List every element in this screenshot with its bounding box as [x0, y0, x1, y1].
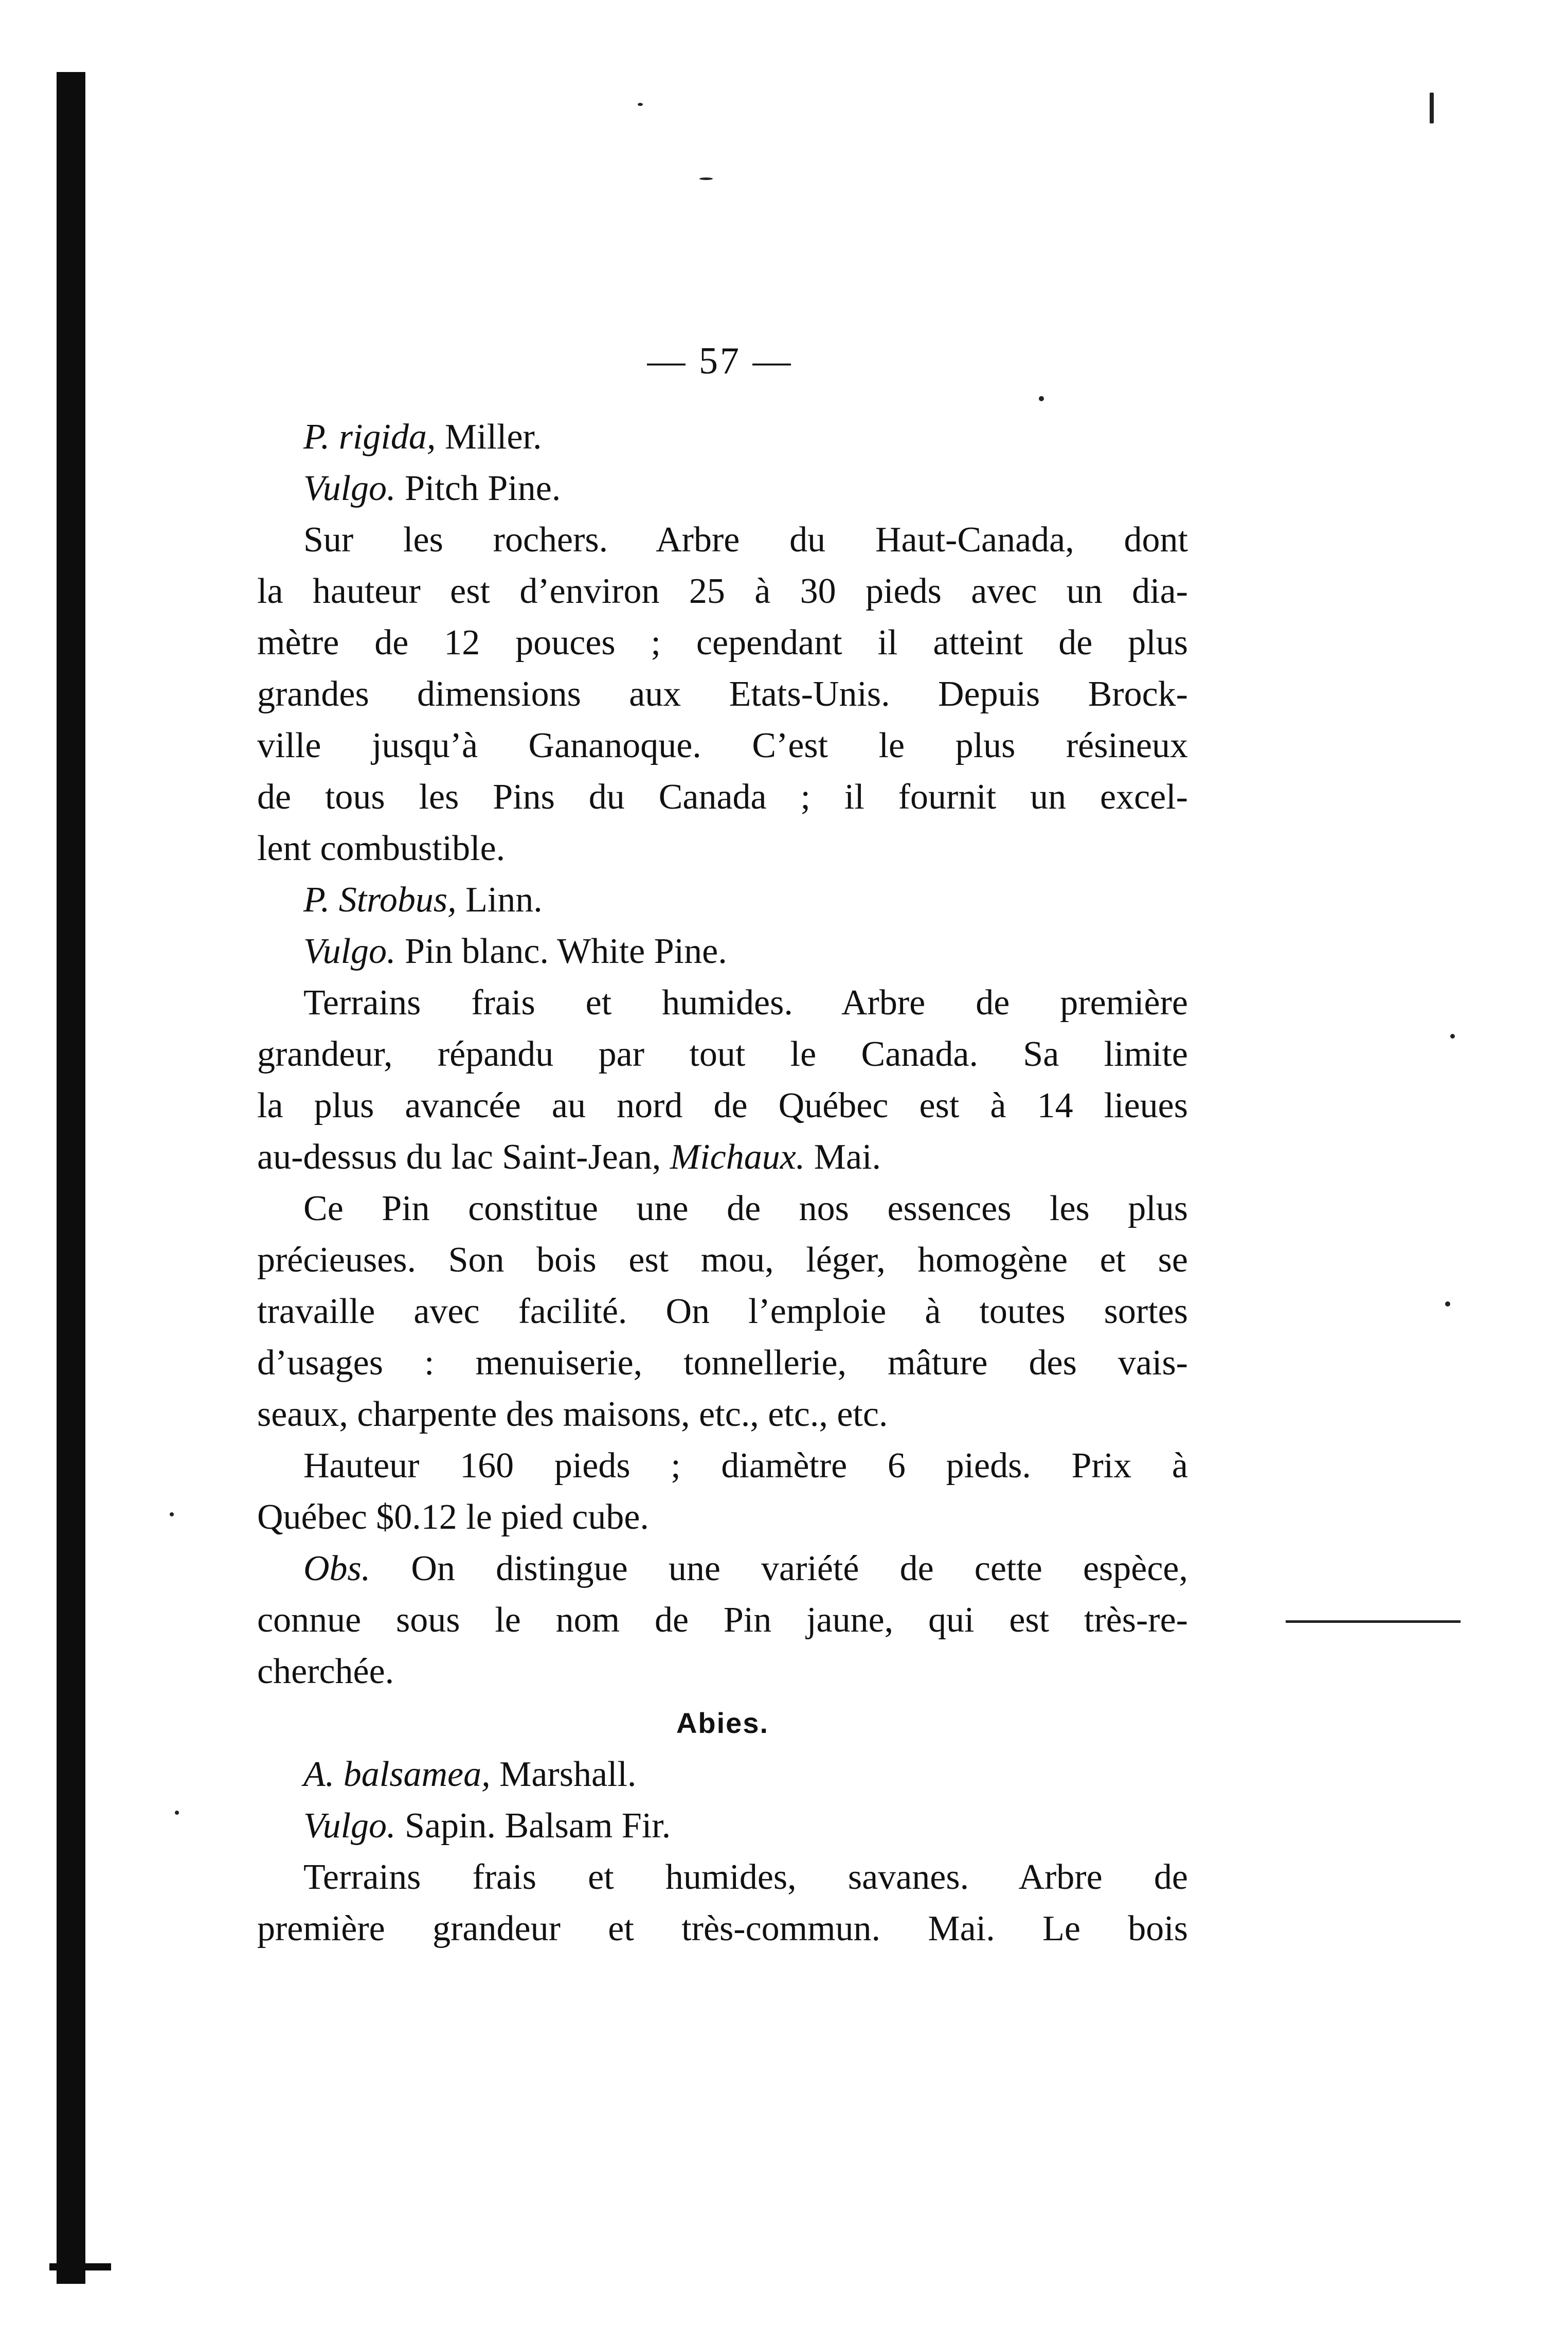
- text-run: Terrains frais et humides, savanes. Arbre de: [303, 1857, 1188, 1897]
- text-run: la plus avancée au nord de Québec est à 14 lieues: [257, 1086, 1188, 1125]
- italic-run: Obs.: [303, 1549, 371, 1588]
- genus-heading: Abies.: [676, 1707, 769, 1739]
- text-run: Sapin. Balsam Fir.: [395, 1806, 671, 1846]
- text-run: travaille avec facilité. On l’emploie à toutes sortes: [257, 1292, 1188, 1331]
- text-line: [257, 617, 1188, 669]
- text-run: de tous les Pins du Canada ; il fournit un excel-: [257, 777, 1188, 817]
- paragraph-balsamea-name: [257, 1749, 1188, 1800]
- italic-run: P. rigida,: [303, 417, 436, 457]
- text-run: grandes dimensions aux Etats-Unis. Depuis Brock-: [257, 674, 1188, 714]
- text-line: [257, 1492, 1188, 1543]
- text-run: Marshall.: [490, 1755, 637, 1794]
- italic-run: P. Strobus,: [303, 880, 457, 920]
- page-number: — 57 —: [647, 340, 793, 382]
- text-run: Terrains frais et humides. Arbre de première: [303, 983, 1188, 1023]
- text-line: [257, 1389, 1188, 1440]
- text-line: [257, 463, 1188, 514]
- text-line: [257, 1183, 1188, 1235]
- text-line: [257, 1903, 1188, 1955]
- text-line: [257, 1595, 1188, 1646]
- text-line: [257, 1132, 1188, 1183]
- speck: [1450, 1034, 1455, 1039]
- text-line: [257, 926, 1188, 977]
- text-line: [257, 1337, 1188, 1389]
- speck: [1445, 1301, 1450, 1307]
- italic-run: Vulgo.: [303, 932, 396, 971]
- paragraph-balsamea-vulgo: [257, 1800, 1188, 1852]
- text-line: [257, 1646, 1188, 1697]
- text-line: [257, 514, 1188, 566]
- paragraph-rigida-vulgo: [257, 463, 1188, 514]
- text-run: au-dessus du lac Saint-Jean,: [257, 1137, 670, 1177]
- text-run: d’usages : menuiserie, tonnellerie, mâture des vais-: [257, 1343, 1188, 1383]
- text-run: Pin blanc. White Pine.: [395, 932, 727, 971]
- speck: [1039, 396, 1044, 401]
- text-line: [257, 1543, 1188, 1595]
- text-line: [257, 720, 1188, 772]
- speck: [170, 1512, 174, 1516]
- italic-run: Vulgo.: [303, 469, 396, 508]
- text-line: [257, 977, 1188, 1029]
- text-line: [257, 1029, 1188, 1080]
- text-run: Miller.: [436, 417, 542, 457]
- text-run: Pitch Pine.: [395, 469, 561, 508]
- text-line: [257, 566, 1188, 617]
- body-text: [257, 412, 1188, 1955]
- speck: [638, 103, 643, 106]
- text-run: ville jusqu’à Gananoque. C’est le plus résineux: [257, 726, 1188, 765]
- italic-run: A. balsamea,: [303, 1755, 491, 1794]
- text-line: [257, 1080, 1188, 1132]
- text-run: lent combustible.: [257, 829, 506, 868]
- speck: [699, 177, 713, 180]
- binding-edge-line: [57, 72, 85, 2284]
- paragraph-strobus-vulgo: [257, 926, 1188, 977]
- text-run: Linn.: [456, 880, 543, 920]
- paragraph-rigida-desc: [257, 514, 1188, 874]
- text-line: [257, 1235, 1188, 1286]
- paragraph-strobus-size: [257, 1440, 1188, 1543]
- text-line: [257, 1440, 1188, 1492]
- text-line: [257, 772, 1188, 823]
- text-run: Québec $0.12 le pied cube.: [257, 1497, 649, 1537]
- text-run: précieuses. Son bois est mou, léger, homogène et se: [257, 1240, 1188, 1280]
- text-run: Ce Pin constitue une de nos essences les plus: [303, 1189, 1188, 1228]
- text-line: [257, 1286, 1188, 1337]
- text-run: Hauteur 160 pieds ; diamètre 6 pieds. Prix à: [303, 1446, 1188, 1486]
- text-run: mètre de 12 pouces ; cependant il atteint de plus: [257, 623, 1188, 663]
- margin-rule: [1286, 1620, 1461, 1623]
- paragraph-strobus-name: [257, 874, 1188, 926]
- text-run: On distingue une variété de cette espèce,: [370, 1549, 1188, 1588]
- text-run: Sur les rochers. Arbre du Haut-Canada, dont: [303, 520, 1188, 560]
- text-line: [257, 1800, 1188, 1852]
- text-run: première grandeur et très-commun. Mai. Le bois: [257, 1909, 1188, 1948]
- speck: [1430, 93, 1434, 123]
- text-line: [257, 412, 1188, 463]
- text-line: [257, 1852, 1188, 1903]
- paragraph-strobus-uses: [257, 1183, 1188, 1440]
- paragraph-balsamea-desc: [257, 1852, 1188, 1955]
- italic-run: Michaux.: [670, 1137, 805, 1177]
- italic-run: Vulgo.: [303, 1806, 396, 1846]
- text-run: grandeur, répandu par tout le Canada. Sa limite: [257, 1034, 1188, 1074]
- text-line: [257, 874, 1188, 926]
- paragraph-strobus-desc: [257, 977, 1188, 1183]
- text-run: seaux, charpente des maisons, etc., etc., etc.: [257, 1394, 888, 1434]
- text-line: [257, 823, 1188, 874]
- speck: [175, 1811, 179, 1815]
- text-line: [257, 1749, 1188, 1800]
- text-run: la hauteur est d’environ 25 à 30 pieds avec un dia-: [257, 571, 1188, 611]
- text-run: connue sous le nom de Pin jaune, qui est très-re-: [257, 1600, 1188, 1640]
- text-line: [257, 669, 1188, 720]
- paragraph-rigida-name: [257, 412, 1188, 463]
- text-run: cherchée.: [257, 1652, 394, 1691]
- paragraph-strobus-obs: [257, 1543, 1188, 1697]
- binding-edge-foot: [49, 2263, 111, 2270]
- text-run: Mai.: [805, 1137, 881, 1177]
